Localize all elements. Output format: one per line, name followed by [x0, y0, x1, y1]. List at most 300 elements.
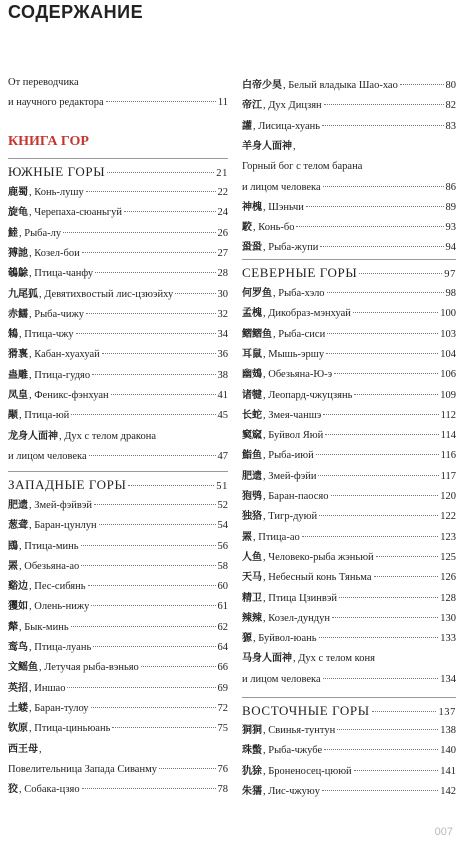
toc-entry[interactable] — [242, 568, 456, 588]
dot-leader — [92, 373, 215, 375]
toc-entry-continuation[interactable] — [242, 670, 456, 690]
toc-entry-continuation[interactable] — [8, 93, 228, 113]
entry-label — [242, 629, 317, 649]
entry-label — [242, 406, 321, 426]
dot-leader — [128, 484, 214, 486]
russian-name: , Обезьяна-Ю-э — [263, 369, 333, 380]
entry-label — [8, 224, 61, 244]
entry-label — [242, 284, 325, 304]
toc-entry[interactable] — [8, 577, 228, 597]
toc-entry[interactable] — [8, 740, 228, 760]
chinese-name: 鴸 — [8, 329, 18, 340]
toc-entry[interactable] — [8, 285, 228, 305]
dot-leader — [322, 124, 443, 126]
toc-entry[interactable] — [8, 183, 228, 203]
section-page: 21 — [216, 168, 228, 179]
dot-leader — [86, 190, 216, 192]
dot-leader — [331, 494, 439, 496]
toc-entry[interactable] — [242, 467, 456, 487]
entry-page: 38 — [217, 370, 228, 381]
toc-entry[interactable] — [242, 782, 456, 802]
chinese-name: 耳鼠 — [242, 349, 262, 360]
chinese-name: 駮 — [242, 222, 252, 233]
russian-name: , Феникс-фэнхуан — [29, 390, 109, 401]
entry-page: 98 — [445, 288, 456, 299]
chinese-name: 谿边 — [8, 581, 28, 592]
chinese-name: 鴖 — [8, 541, 18, 552]
chinese-name: 英招 — [8, 683, 28, 694]
entry-page: 58 — [217, 561, 228, 572]
entry-page: 109 — [440, 390, 456, 401]
toc-entry[interactable] — [8, 638, 228, 658]
chinese-name: 狍鸮 — [242, 491, 262, 502]
toc-entry[interactable] — [8, 658, 228, 678]
russian-name: , Лис-чжуюу — [263, 786, 321, 797]
russian-name: , Рыба-хэло — [273, 288, 325, 299]
dot-leader — [95, 271, 215, 273]
toc-entry[interactable] — [242, 426, 456, 446]
chinese-name: 天马 — [242, 572, 262, 583]
russian-name: , Птица-луань — [29, 642, 92, 653]
russian-name: , Дух Дицзян — [263, 100, 322, 111]
chinese-name: 文鳐鱼 — [8, 662, 38, 673]
russian-name: , Иншао — [29, 683, 66, 694]
toc-entry[interactable] — [242, 507, 456, 527]
entry-label — [8, 577, 86, 597]
section-rule — [242, 259, 456, 260]
entry-page: 30 — [217, 289, 228, 300]
entry-page: 93 — [445, 222, 456, 233]
entry-label — [242, 76, 398, 96]
entry-page: 76 — [217, 764, 228, 775]
toc-entry[interactable] — [8, 203, 228, 223]
toc-entry[interactable] — [242, 548, 456, 568]
russian-name: , Мышь-эршу — [263, 349, 325, 360]
entry-page: 141 — [440, 766, 456, 777]
entry-label — [8, 618, 69, 638]
dot-leader — [99, 523, 216, 525]
entry-page: 89 — [445, 202, 456, 213]
chinese-name: 长蛇 — [242, 410, 262, 421]
entry-label: и лицом человека — [8, 451, 87, 462]
chinese-name: 蛩蛩 — [242, 242, 262, 253]
entry-page: 114 — [440, 430, 456, 441]
russian-name: , Обезьяна-ао — [19, 561, 80, 572]
chinese-name: 幽鴳 — [242, 369, 262, 380]
entry-page: 72 — [217, 703, 228, 714]
toc-entry[interactable] — [8, 557, 228, 577]
toc-entry[interactable] — [242, 284, 456, 304]
dot-leader — [326, 352, 438, 354]
chinese-name: 诸犍 — [242, 390, 262, 401]
dot-leader — [102, 352, 216, 354]
entry-page: 45 — [217, 410, 228, 421]
entry-page: 83 — [445, 121, 456, 132]
toc-entry[interactable] — [8, 305, 228, 325]
russian-name: , Баран-цунлун — [29, 520, 97, 531]
entry-page: 106 — [440, 369, 456, 380]
entry-label — [242, 96, 322, 116]
chinese-name: 猼訑 — [8, 248, 28, 259]
toc-entry[interactable] — [8, 699, 228, 719]
toc-entry[interactable] — [8, 427, 228, 447]
toc-entry[interactable] — [242, 365, 456, 385]
entry-label — [242, 304, 351, 324]
dot-leader — [319, 636, 439, 638]
chinese-name: 钦原 — [8, 723, 28, 734]
dot-leader — [324, 103, 444, 105]
entry-page: 133 — [440, 633, 456, 644]
dot-leader — [111, 393, 216, 395]
chinese-name: 罴 — [242, 532, 252, 543]
dot-leader — [354, 769, 439, 771]
toc-entry[interactable] — [8, 264, 228, 284]
toc-entry[interactable] — [8, 597, 228, 617]
entry-label — [242, 386, 352, 406]
entry-label — [8, 658, 139, 678]
entry-label — [242, 548, 374, 568]
toc-entry[interactable] — [242, 762, 456, 782]
chinese-name: 赤鱬 — [8, 309, 28, 320]
entry-page: 28 — [217, 268, 228, 279]
chinese-name: 独狢 — [242, 511, 262, 522]
toc-entry[interactable] — [242, 198, 456, 218]
russian-name: , Птица-гудяо — [29, 370, 91, 381]
entry-label: и лицом человека — [242, 674, 321, 685]
entry-page: 24 — [217, 207, 228, 218]
section-page: 97 — [444, 269, 456, 280]
entry-label — [242, 568, 372, 588]
dot-leader — [124, 210, 216, 212]
toc-entry[interactable] — [242, 721, 456, 741]
chinese-name: 珠蟞 — [242, 745, 262, 756]
entry-label — [242, 487, 329, 507]
entry-page: 112 — [440, 410, 456, 421]
russian-name: , Баран-тулоу — [29, 703, 89, 714]
chinese-name: 鹿蜀 — [8, 187, 28, 198]
entry-label — [8, 516, 97, 536]
toc-entry[interactable] — [242, 386, 456, 406]
toc-intro[interactable] — [8, 73, 228, 93]
entry-label — [8, 386, 109, 406]
entry-page: 80 — [445, 80, 456, 91]
entry-label — [242, 198, 304, 218]
toc-entry[interactable] — [8, 406, 228, 426]
chinese-name: 肥遗 — [242, 471, 262, 482]
toc-entry[interactable] — [8, 719, 228, 739]
chinese-name: 神槐 — [242, 202, 262, 213]
chinese-name: 凤皇 — [8, 390, 28, 401]
entry-page: 140 — [440, 745, 456, 756]
entry-label — [242, 528, 300, 548]
russian-name: , Конь-лушу — [29, 187, 84, 198]
dot-leader — [327, 291, 444, 293]
chinese-name: 狡 — [8, 784, 18, 795]
russian-name: , Рыба-сиси — [273, 329, 326, 340]
section-page: 137 — [438, 707, 456, 718]
toc-entry-continuation[interactable] — [242, 178, 456, 198]
chinese-name: 鯥 — [8, 228, 18, 239]
dot-leader — [318, 474, 438, 476]
dot-leader — [112, 726, 215, 728]
section-title: ЗАПАДНЫЕ ГОРЫ — [8, 477, 127, 492]
dot-leader — [400, 83, 444, 85]
dot-leader — [319, 514, 438, 516]
dot-leader — [81, 564, 215, 566]
section-title: ВОСТОЧНЫЕ ГОРЫ — [242, 703, 370, 718]
dot-leader — [82, 251, 216, 253]
dot-leader — [67, 686, 215, 688]
dot-leader — [82, 787, 216, 789]
russian-name: , Шэньчи — [263, 202, 304, 213]
russian-name: , Змей-фэйвэй — [29, 500, 92, 511]
russian-name: , Олень-нижу — [29, 601, 90, 612]
dot-leader — [306, 205, 444, 207]
russian-name: , Броненосец-цююй — [263, 766, 352, 777]
dot-leader — [376, 555, 439, 557]
entry-page: 120 — [440, 491, 456, 502]
entry-label — [242, 721, 335, 741]
toc-entry[interactable] — [8, 366, 228, 386]
chinese-name: 土蝼 — [8, 703, 28, 714]
toc-entry[interactable] — [242, 487, 456, 507]
chinese-name: 人鱼 — [242, 552, 262, 563]
entry-page: 47 — [217, 451, 228, 462]
russian-name: , Человеко-рыба жэньюй — [263, 552, 374, 563]
entry-page: 82 — [445, 100, 456, 111]
section-page: 51 — [216, 481, 228, 492]
russian-name: Горный бог с телом барана — [242, 161, 363, 172]
dot-leader — [323, 413, 438, 415]
chinese-name: 鸾鸟 — [8, 642, 28, 653]
dot-leader — [372, 710, 437, 712]
entry-label — [8, 557, 79, 577]
entry-label — [242, 117, 320, 137]
dot-leader — [323, 185, 444, 187]
entry-page: 123 — [440, 532, 456, 543]
entry-label — [8, 285, 173, 305]
chinese-name: 帝江 — [242, 100, 262, 111]
toc-entry[interactable] — [242, 345, 456, 365]
chinese-name: 孟槐 — [242, 308, 262, 319]
chinese-name: 何罗鱼 — [242, 288, 272, 299]
dot-leader — [320, 245, 443, 247]
chinese-name: 玃如 — [8, 601, 28, 612]
toc-entry[interactable] — [8, 537, 228, 557]
dot-leader — [159, 767, 216, 769]
toc-entry[interactable] — [8, 386, 228, 406]
russian-name: , Козел-дундун — [263, 613, 330, 624]
dot-leader — [91, 706, 216, 708]
toc-entry[interactable] — [242, 117, 456, 137]
section-title: ЮЖНЫЕ ГОРЫ — [8, 164, 106, 179]
entry-label — [8, 325, 74, 345]
chinese-name: 犛 — [8, 622, 18, 633]
toc-entry[interactable] — [8, 516, 228, 536]
entry-page: 66 — [217, 662, 228, 673]
entry-page: 125 — [440, 552, 456, 563]
entry-label — [242, 345, 324, 365]
dot-leader — [175, 292, 215, 294]
entry-label — [8, 719, 110, 739]
entry-label — [242, 365, 332, 385]
toc-entry[interactable] — [242, 589, 456, 609]
dot-leader — [323, 677, 439, 679]
chinese-name: 鮨鱼 — [242, 450, 262, 461]
russian-name: , Дух с телом дракона — [59, 431, 156, 442]
section-rule — [8, 158, 228, 159]
toc-entry[interactable] — [242, 137, 456, 157]
entry-page: 117 — [440, 471, 456, 482]
entry-label — [8, 203, 122, 223]
toc-entry[interactable] — [242, 238, 456, 258]
toc-entry[interactable] — [242, 218, 456, 238]
book-title: КНИГА ГОР — [8, 134, 89, 149]
section-north[interactable] — [242, 262, 456, 284]
toc-entry[interactable] — [8, 244, 228, 264]
dot-leader — [89, 454, 216, 456]
chinese-name: 肥遗 — [8, 500, 28, 511]
entry-page: 34 — [217, 329, 228, 340]
russian-name: , Летучая рыба-вэньяо — [39, 662, 139, 673]
dot-leader — [63, 231, 215, 233]
entry-label — [242, 325, 325, 345]
entry-page: 64 — [217, 642, 228, 653]
section-title: СЕВЕРНЫЕ ГОРЫ — [242, 265, 358, 280]
russian-name: , Тигр-дуюй — [263, 511, 318, 522]
russian-name: , Буйвол Яюй — [263, 430, 324, 441]
russian-name: , Рыба-чжубе — [263, 745, 323, 756]
section-rule — [8, 471, 228, 472]
toc-entry[interactable] — [8, 345, 228, 365]
russian-name: , Птица-ао — [253, 532, 300, 543]
dot-leader — [337, 728, 438, 730]
entry-page: 11 — [217, 97, 228, 108]
russian-name: , Рыба-лу — [19, 228, 62, 239]
entry-label — [8, 537, 79, 557]
section-east[interactable] — [242, 700, 456, 722]
toc-entry[interactable] — [8, 618, 228, 638]
toc-entry[interactable] — [242, 304, 456, 324]
entry-page: 56 — [217, 541, 228, 552]
toc-entry[interactable] — [242, 96, 456, 116]
russian-name: , Птица-минь — [19, 541, 79, 552]
entry-page: 104 — [440, 349, 456, 360]
toc-entry-continuation[interactable] — [8, 760, 228, 780]
russian-name: , Небесный конь Тяньма — [263, 572, 372, 583]
chinese-name: 旋龟 — [8, 207, 28, 218]
chinese-name: 羊身人面神 — [242, 141, 292, 152]
section-west[interactable] — [8, 474, 228, 496]
russian-name: , Змея-чаншэ — [263, 410, 322, 421]
russian-name: , Птица-юй — [19, 410, 70, 421]
chinese-name: 鵸鵌 — [8, 268, 28, 279]
chinese-name: 颙 — [8, 410, 18, 421]
chinese-name: 葱聋 — [8, 520, 28, 531]
toc-entry-continuation[interactable] — [242, 157, 456, 177]
toc-entry[interactable] — [242, 629, 456, 649]
entry-label — [8, 679, 65, 699]
toc-entry[interactable] — [8, 496, 228, 516]
toc-entry[interactable] — [242, 649, 456, 669]
russian-name: , Кабан-хуахуай — [29, 349, 100, 360]
russian-name: , Конь-бо — [253, 222, 295, 233]
entry-page: 116 — [440, 450, 456, 461]
russian-name: , Козел-бои — [29, 248, 80, 259]
entry-label — [8, 305, 84, 325]
chinese-name: 朱獳 — [242, 786, 262, 797]
section-south[interactable] — [8, 161, 228, 183]
chinese-name: 讙 — [242, 121, 252, 132]
dot-leader — [94, 503, 216, 505]
toc-entry[interactable] — [242, 325, 456, 345]
entry-label — [8, 496, 92, 516]
toc-entry[interactable] — [8, 780, 228, 800]
russian-name: , Белый владыка Шао-хао — [283, 80, 398, 91]
russian-name: , Птица-циньюань — [29, 723, 111, 734]
toc-entry[interactable] — [242, 446, 456, 466]
chinese-name: 犰狳 — [242, 766, 262, 777]
russian-name: , Леопард-чжуцзянь — [263, 390, 353, 401]
toc-entry[interactable] — [242, 76, 456, 96]
chinese-name: 罴 — [8, 561, 18, 572]
russian-name: , Буйвол-юань — [253, 633, 317, 644]
entry-label — [8, 406, 69, 426]
russian-name: , Собака-цзяо — [19, 784, 80, 795]
dot-leader — [302, 535, 439, 537]
entry-label — [8, 638, 91, 658]
page-number: 007 — [434, 826, 453, 838]
russian-name: , Птица Цзинвэй — [263, 593, 337, 604]
entry-page: 128 — [440, 593, 456, 604]
entry-label — [242, 762, 352, 782]
dot-leader — [332, 616, 438, 618]
toc-entry[interactable] — [242, 741, 456, 761]
dot-leader — [374, 575, 439, 577]
entry-page: 138 — [440, 725, 456, 736]
dot-leader — [86, 312, 215, 314]
chinese-name: 狪狪 — [242, 725, 262, 736]
entry-label — [8, 780, 80, 800]
chinese-name: 九尾狐 — [8, 289, 38, 300]
chinese-name: 蛊雕 — [8, 370, 28, 381]
entry-label: и лицом человека — [242, 182, 321, 193]
russian-name: , Змей-фэйи — [263, 471, 317, 482]
russian-name: , Девятихвостый лис-цзюэйху — [39, 289, 174, 300]
dot-leader — [93, 645, 215, 647]
toc-entry[interactable] — [8, 679, 228, 699]
toc-entry[interactable] — [242, 528, 456, 548]
dot-leader — [324, 748, 438, 750]
dot-leader — [325, 433, 438, 435]
entry-label — [8, 597, 89, 617]
chinese-name: 龙身人面神 — [8, 431, 58, 442]
toc-entry-continuation[interactable] — [8, 447, 228, 467]
entry-page: 32 — [217, 309, 228, 320]
russian-name: , Дикобраз-мэнхуай — [263, 308, 351, 319]
dot-leader — [354, 393, 438, 395]
toc-entry[interactable] — [8, 224, 228, 244]
entry-page: 134 — [440, 674, 456, 685]
russian-name: , — [293, 141, 296, 152]
toc-entry[interactable] — [242, 609, 456, 629]
toc-entry[interactable] — [8, 325, 228, 345]
russian-name: , Баран-паосяо — [263, 491, 329, 502]
toc-entry[interactable] — [242, 406, 456, 426]
entry-label — [242, 426, 323, 446]
chinese-name: 猾褢 — [8, 349, 28, 360]
entry-page: 122 — [440, 511, 456, 522]
